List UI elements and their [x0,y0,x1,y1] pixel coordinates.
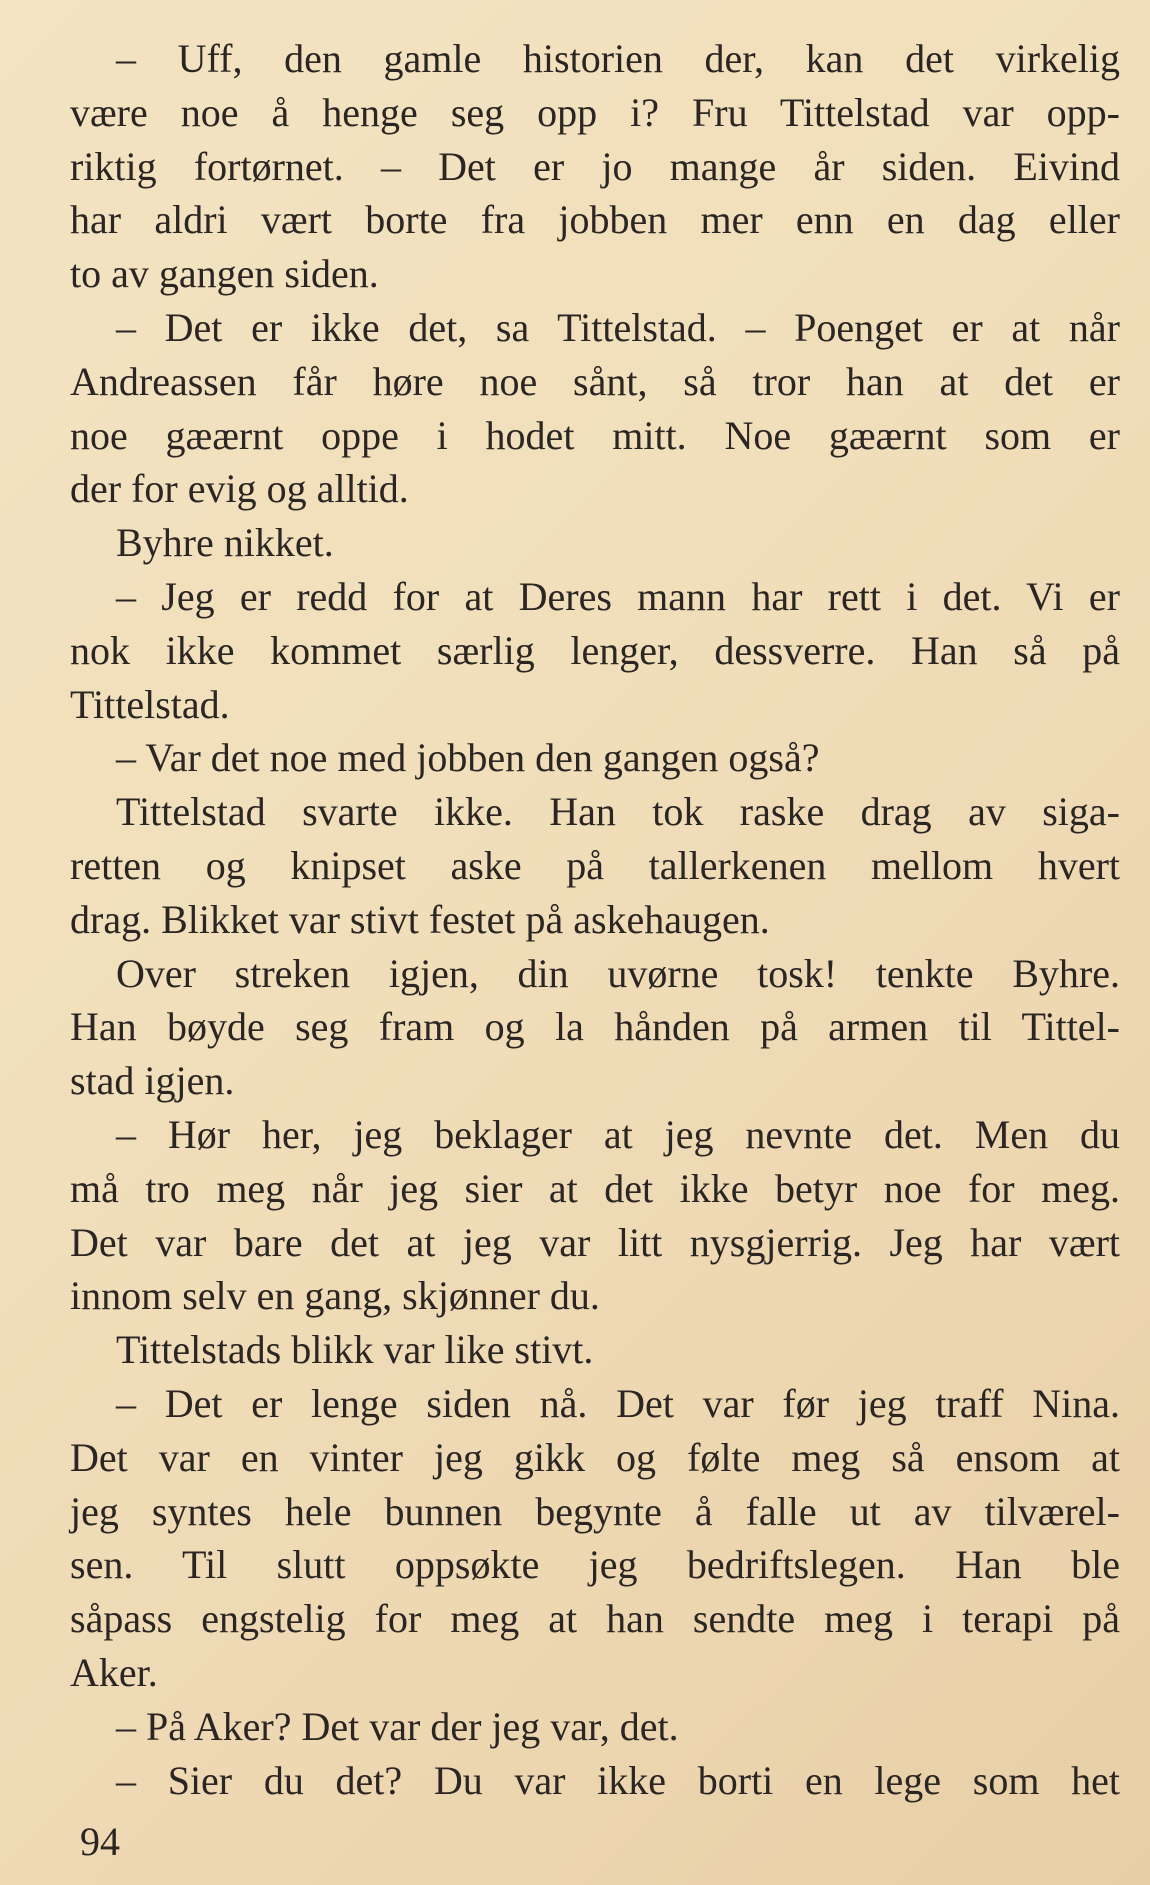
text-line: der for evig og alltid. [70,466,409,512]
text-line: riktig fortørnet. – Det er jo mange år siden. Eivind [70,143,1120,189]
text-line: har aldri vært borte fra jobben mer enn en dag eller [70,197,1120,243]
text-line: – På Aker? Det var der jeg var, det. [116,1703,679,1749]
body-text [70,32,1120,1807]
page-number: 94 [80,1819,120,1864]
text-line: Andreassen får høre noe sånt, så tror han at det er [70,358,1120,404]
text-line: retten og knipset aske på tallerkenen mellom hvert [70,842,1120,888]
text-line: – Hør her, jeg beklager at jeg nevnte det. Men du [116,1111,1120,1157]
text-line: Byhre nikket. [116,520,334,566]
text-line: Aker. [70,1649,158,1695]
text-line: – Sier du det? Du var ikke borti en lege som het [116,1757,1120,1803]
text-line: Tittelstad svarte ikke. Han tok raske drag av siga- [116,789,1120,835]
text-line: Han bøyde seg fram og la hånden på armen til Tittel- [70,1004,1120,1050]
text-line: innom selv en gang, skjønner du. [70,1273,600,1319]
text-line: være noe å henge seg opp i? Fru Tittelstad var opp- [70,89,1120,135]
text-line: Over streken igjen, din uvørne tosk! tenkte Byhre. [116,950,1120,996]
text-line: stad igjen. [70,1058,235,1104]
text-line: må tro meg når jeg sier at det ikke betyr noe for meg. [70,1165,1120,1211]
text-line: nok ikke kommet særlig lenger, dessverre. Han så på [70,627,1120,673]
text-line: såpass engstelig for meg at han sendte meg i terapi på [70,1596,1120,1642]
text-line: – Det er lenge siden nå. Det var før jeg traff Nina. [116,1380,1120,1426]
text-line: – Det er ikke det, sa Tittelstad. – Poenget er at når [116,304,1120,350]
text-line: jeg syntes hele bunnen begynte å falle ut av tilværel- [70,1488,1120,1534]
text-line: Det var bare det at jeg var litt nysgjerrig. Jeg har vært [70,1219,1120,1265]
text-line: – Var det noe med jobben den gangen også? [116,735,820,781]
text-line: drag. Blikket var stivt festet på askehaugen. [70,896,770,942]
text-line: – Jeg er redd for at Deres mann har rett i det. Vi er [116,573,1120,619]
text-line: Det var en vinter jeg gikk og følte meg så ensom at [70,1434,1120,1480]
text-line: – Uff, den gamle historien der, kan det virkelig [116,36,1120,81]
text-line: sen. Til slutt oppsøkte jeg bedriftslegen. Han ble [70,1542,1120,1588]
text-line: noe gæærnt oppe i hodet mitt. Noe gæærnt som er [70,412,1120,458]
text-line: to av gangen siden. [70,251,379,297]
text-line: Tittelstads blikk var like stivt. [116,1327,594,1373]
text-line: Tittelstad. [70,681,230,727]
